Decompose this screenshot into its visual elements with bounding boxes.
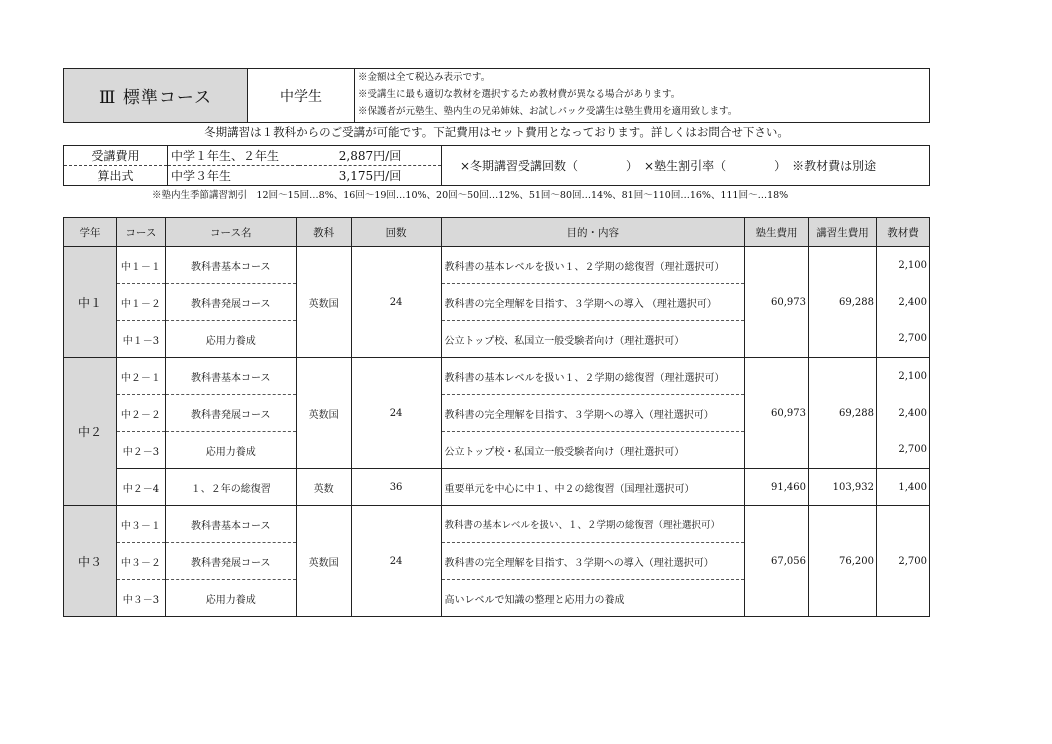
count: 24 <box>351 506 441 617</box>
header-grade: 学年 <box>64 218 117 247</box>
grade-cell: 中２ <box>64 358 117 506</box>
material-fee: 2,700 <box>876 506 929 617</box>
fee-label-1: 受講費用 <box>64 146 168 166</box>
purpose: 教科書の基本レベルを扱い１、２学期の総復習（理社選択可） <box>441 358 745 395</box>
purpose: 教科書の基本レベルを扱い、１、２学期の総復習（理社選択可） <box>441 506 745 543</box>
material-fee: 2,100 <box>876 358 929 395</box>
subject: 英数国 <box>296 506 351 617</box>
fee-formula: ×冬期講習受講回数（ ） ×塾生割引率（ ） ※教材費は別途 <box>442 146 930 186</box>
fee-label-2: 算出式 <box>64 166 168 186</box>
course-code: 中１－１ <box>116 247 165 284</box>
header-notes <box>355 69 930 123</box>
header-guest-fee: 講習生費用 <box>809 218 877 247</box>
grade-cell: 中３ <box>64 506 117 617</box>
table-row <box>64 469 930 506</box>
header-course: コース <box>116 218 165 247</box>
purpose: 教科書の完全理解を目指す、３学期への導入（理社選択可） <box>441 543 745 580</box>
course-code: 中２－3 <box>116 432 165 469</box>
course-name: 応用力養成 <box>165 432 296 469</box>
subject: 英数 <box>296 469 351 506</box>
guest-fee: 69,288 <box>809 358 877 469</box>
price-12: 2,887円/回 <box>299 146 442 166</box>
course-code: 中２－１ <box>116 358 165 395</box>
course-table <box>63 217 930 617</box>
fee-formula-box <box>63 145 930 186</box>
grade-3-label: 中学３年生 <box>168 166 300 186</box>
note-line: ※受講生に最も適切な教材を選択するため教材費が異なる場合があります。 <box>358 89 681 100</box>
subject: 英数国 <box>296 358 351 469</box>
table-row <box>64 506 930 543</box>
course-code: 中２－２ <box>116 395 165 432</box>
material-fee: 2,700 <box>876 321 929 358</box>
level-label: 中学生 <box>248 69 355 123</box>
table-row <box>64 358 930 395</box>
material-fee: 2,400 <box>876 284 929 321</box>
member-fee: 91,460 <box>745 469 809 506</box>
material-fee: 2,700 <box>876 432 929 469</box>
header-member-fee: 塾生費用 <box>745 218 809 247</box>
purpose: 公立トップ校・私国立一般受験者向け（理社選択可） <box>441 432 745 469</box>
material-fee: 2,100 <box>876 247 929 284</box>
purpose: 高いレベルで知識の整理と応用力の養成 <box>441 580 745 617</box>
course-header <box>63 68 930 123</box>
course-name: 教科書基本コース <box>165 247 296 284</box>
purpose: 重要単元を中心に中１、中２の総復習（国理社選択可） <box>441 469 745 506</box>
count: 36 <box>351 469 441 506</box>
member-fee: 67,056 <box>745 506 809 617</box>
header-material: 教材費 <box>876 218 929 247</box>
member-fee: 60,973 <box>745 358 809 469</box>
course-name: 教科書発展コース <box>165 543 296 580</box>
header-subject: 教科 <box>296 218 351 247</box>
course-title: Ⅲ 標準コース <box>64 69 248 123</box>
count: 24 <box>351 247 441 358</box>
material-fee: 2,400 <box>876 395 929 432</box>
purpose: 教科書の完全理解を目指す、３学期への導入 （理社選択可） <box>441 284 745 321</box>
subject: 英数国 <box>296 247 351 358</box>
course-code: 中３－２ <box>116 543 165 580</box>
course-code: 中１－3 <box>116 321 165 358</box>
member-fee: 60,973 <box>745 247 809 358</box>
purpose: 教科書の完全理解を目指す、３学期への導入（理社選択可） <box>441 395 745 432</box>
header-course-name: コース名 <box>165 218 296 247</box>
winter-note: 冬期講習は１教科からのご受講が可能です。下記費用はセット費用となっております。詳しくはお問合せ下さい。 <box>204 125 789 139</box>
course-name: １、２年の総復習 <box>165 469 296 506</box>
course-code: 中１－２ <box>116 284 165 321</box>
course-name: 教科書発展コース <box>165 395 296 432</box>
header-count: 回数 <box>351 218 441 247</box>
course-code: 中３－１ <box>116 506 165 543</box>
material-fee: 1,400 <box>876 469 929 506</box>
purpose: 教科書の基本レベルを扱い１、２学期の総復習（理社選択可） <box>441 247 745 284</box>
note-line: ※金額は全て税込み表示です。 <box>358 72 491 83</box>
grade-cell: 中１ <box>64 247 117 358</box>
note-line: ※保護者が元塾生、塾内生の兄弟姉妹、お試しパック受講生は塾生費用を適用致します。 <box>358 106 738 117</box>
course-name: 教科書基本コース <box>165 506 296 543</box>
course-name: 教科書基本コース <box>165 358 296 395</box>
guest-fee: 76,200 <box>809 506 877 617</box>
course-name: 教科書発展コース <box>165 284 296 321</box>
discount-note: ※塾内生季節講習割引 12回～15回…8%、16回～19回…10%、20回～50回…12%、51回～80回…14%、81回～110回…16%、111回～…18% <box>152 190 789 201</box>
purpose: 公立トップ校、私国立一般受験者向け（理社選択可） <box>441 321 745 358</box>
count: 24 <box>351 358 441 469</box>
course-code: 中２－4 <box>116 469 165 506</box>
course-code: 中３－3 <box>116 580 165 617</box>
header-purpose: 目的・内容 <box>441 218 745 247</box>
guest-fee: 103,932 <box>809 469 877 506</box>
table-row <box>64 247 930 284</box>
price-3: 3,175円/回 <box>299 166 442 186</box>
guest-fee: 69,288 <box>809 247 877 358</box>
course-name: 応用力養成 <box>165 321 296 358</box>
grade-12-label: 中学１年生、２年生 <box>168 146 300 166</box>
course-name: 応用力養成 <box>165 580 296 617</box>
